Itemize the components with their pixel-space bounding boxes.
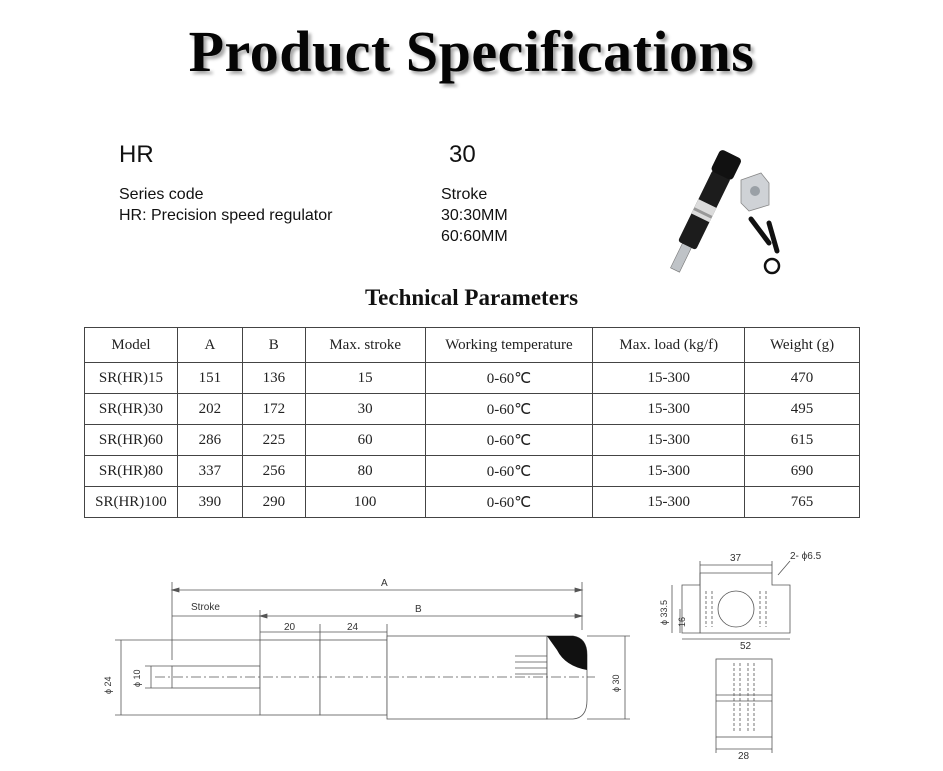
screws-photo [751, 219, 777, 251]
dim-phi335-label: ϕ 33.5 [659, 599, 669, 625]
dim-holes-label: 2- ϕ6.5 [790, 551, 822, 562]
bracket-photo [741, 173, 769, 211]
cell-a: 286 [177, 425, 242, 456]
cell-a: 390 [177, 487, 242, 518]
dim-a-label: A [381, 578, 388, 589]
header-max-stroke: Max. stroke [305, 328, 425, 363]
dim-phi30-label: ϕ 30 [611, 674, 621, 692]
cell-weight: 470 [745, 363, 860, 394]
product-photo [665, 125, 795, 280]
stroke-label: Stroke [441, 186, 488, 203]
table-row [85, 363, 860, 394]
dim-b-label: B [415, 604, 422, 615]
header-b: B [242, 328, 305, 363]
cell-max-stroke: 100 [305, 487, 425, 518]
circlip-photo [765, 259, 779, 273]
cell-working-temperature: 0-60℃ [425, 394, 593, 425]
cell-max-load: 15-300 [593, 487, 745, 518]
cell-weight: 765 [745, 487, 860, 518]
page-title: Product Specifications [188, 19, 755, 84]
dim-phi24-label: ϕ 24 [103, 676, 113, 694]
cell-model: SR(HR)80 [85, 456, 178, 487]
cell-weight: 615 [745, 425, 860, 456]
dim-52-label: 52 [740, 641, 752, 652]
header-max-load: Max. load (kg/f) [593, 328, 745, 363]
cell-a: 151 [177, 363, 242, 394]
series-code-label: Series code [119, 186, 204, 203]
header-weight: Weight (g) [745, 328, 860, 363]
series-code-value: HR [119, 141, 154, 168]
cell-max-stroke: 60 [305, 425, 425, 456]
dim-16-label: 16 [677, 616, 687, 627]
bracket-technical-drawing [650, 545, 835, 760]
cell-model: SR(HR)100 [85, 487, 178, 518]
cell-model: SR(HR)30 [85, 394, 178, 425]
cell-b: 136 [242, 363, 305, 394]
header-working-temperature: Working temperature [425, 328, 593, 363]
cell-working-temperature: 0-60℃ [425, 456, 593, 487]
cell-max-load: 15-300 [593, 425, 745, 456]
dim-20-label: 20 [284, 622, 296, 633]
cell-a: 202 [177, 394, 242, 425]
dim-stroke-label: Stroke [191, 602, 220, 613]
cell-b: 172 [242, 394, 305, 425]
cell-working-temperature: 0-60℃ [425, 425, 593, 456]
stroke-value: 30 [449, 141, 476, 168]
stroke-option-30: 30:30MM [441, 207, 508, 224]
dim-37-label: 37 [730, 553, 742, 564]
cell-max-load: 15-300 [593, 363, 745, 394]
stroke-block [441, 141, 508, 247]
cell-max-stroke: 15 [305, 363, 425, 394]
cell-b: 290 [242, 487, 305, 518]
stroke-option-60: 60:60MM [441, 228, 508, 245]
table-title: Technical Parameters [364, 285, 579, 310]
header-a: A [177, 328, 242, 363]
cell-max-stroke: 30 [305, 394, 425, 425]
cell-max-load: 15-300 [593, 456, 745, 487]
cell-a: 337 [177, 456, 242, 487]
header-model: Model [85, 328, 178, 363]
cell-b: 225 [242, 425, 305, 456]
cell-model: SR(HR)15 [85, 363, 178, 394]
cell-weight: 495 [745, 394, 860, 425]
cell-model: SR(HR)60 [85, 425, 178, 456]
cell-max-load: 15-300 [593, 394, 745, 425]
cell-working-temperature: 0-60℃ [425, 363, 593, 394]
dim-28-label: 28 [738, 751, 750, 760]
dim-phi10-label: ϕ 10 [132, 669, 142, 687]
table-row [85, 456, 860, 487]
series-code-block [119, 141, 332, 226]
dim-24-label: 24 [347, 622, 359, 633]
technical-parameters-table [84, 327, 860, 518]
table-row [85, 394, 860, 425]
cylinder-technical-drawing [95, 560, 635, 760]
table-header-row [85, 328, 860, 363]
series-code-desc: HR: Precision speed regulator [119, 207, 333, 224]
cell-weight: 690 [745, 456, 860, 487]
table-row [85, 487, 860, 518]
table-row [85, 425, 860, 456]
cell-working-temperature: 0-60℃ [425, 487, 593, 518]
cell-b: 256 [242, 456, 305, 487]
cell-max-stroke: 80 [305, 456, 425, 487]
